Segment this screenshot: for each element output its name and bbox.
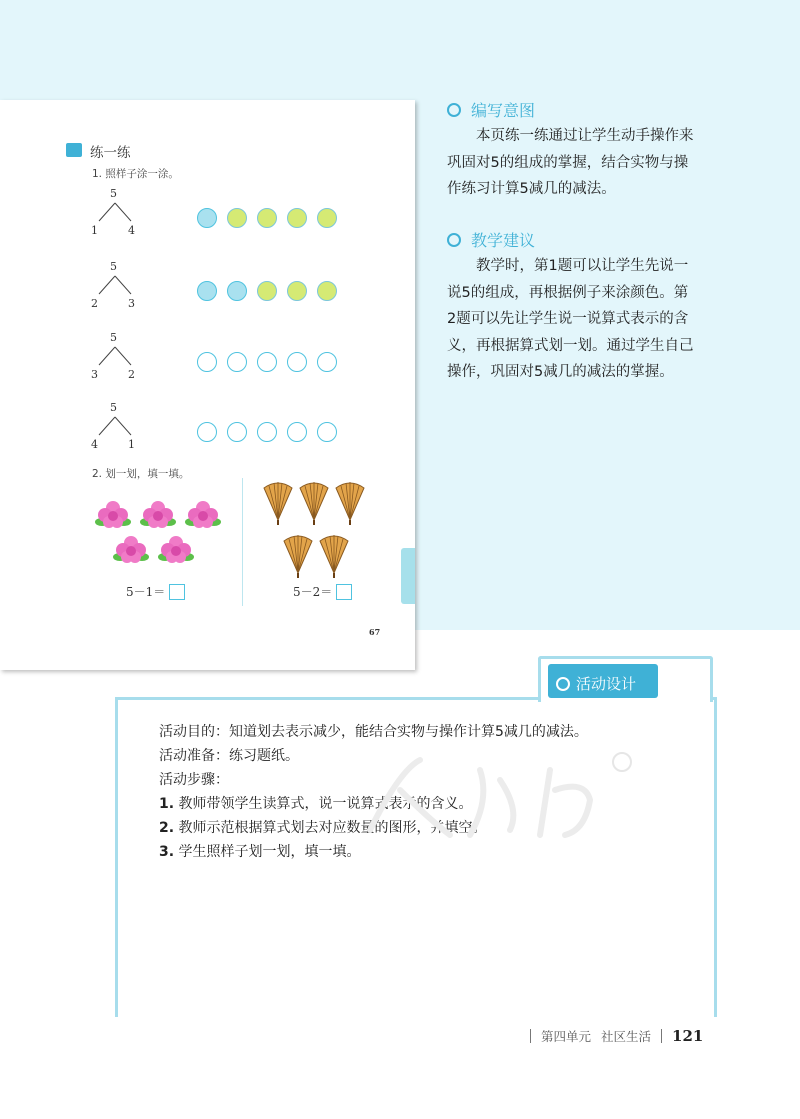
- color-circle[interactable]: [287, 422, 307, 442]
- activity-tab-label: [556, 673, 636, 694]
- step-text: 学生照样子划一划，填一填。: [178, 844, 361, 860]
- color-circle[interactable]: [287, 352, 307, 372]
- color-circle: [227, 208, 247, 228]
- color-circle[interactable]: [257, 422, 277, 442]
- intent-line: 作练习计算5减几的减法。: [447, 181, 616, 197]
- footer-divider: [661, 1029, 662, 1043]
- section-suggestions-body: [447, 253, 722, 386]
- color-circle: [317, 281, 337, 301]
- suggestion-line: 操作，巩固对5减几的减法的掌握。: [447, 364, 674, 380]
- color-circle[interactable]: [257, 352, 277, 372]
- tree-right-number: 3: [128, 297, 135, 310]
- footer-topic: 社区生活: [601, 1029, 652, 1044]
- activity-line-goal: 活动目的：知道划去表示减少，能结合实物与操作计算5减几的减法。: [159, 724, 588, 740]
- fan-icon: [262, 480, 294, 526]
- color-circle: [257, 281, 277, 301]
- exercise-title: 练一练: [90, 145, 131, 161]
- suggestion-line: 义，再根据算式划一划。通过学生自己: [447, 337, 694, 354]
- fan-icon: [298, 480, 330, 526]
- question-1-label: 1. 照样子涂一涂。: [92, 168, 179, 180]
- tree-top-number: 5: [110, 401, 117, 414]
- color-circle: [287, 208, 307, 228]
- color-circle: [197, 208, 217, 228]
- color-circle: [317, 208, 337, 228]
- question-2-label: 2. 划一划，填一填。: [92, 468, 190, 480]
- section-title-intent-text: 编写意图: [471, 101, 536, 120]
- tree-left-number: 2: [91, 297, 98, 310]
- question-2-divider: [242, 478, 243, 606]
- step-text: 教师带领学生读算式，说一说算式表示的含义。: [178, 796, 473, 812]
- intent-line: 巩固对5的组成的掌握，结合实物与操: [447, 154, 689, 171]
- ring-bullet-icon: [447, 233, 461, 247]
- tree-top-number: 5: [110, 260, 117, 273]
- section-title-suggestions-text: 教学建议: [471, 231, 536, 250]
- textbook-page: [0, 100, 415, 670]
- equation-1: [126, 583, 185, 600]
- color-circle[interactable]: [197, 422, 217, 442]
- answer-box-1[interactable]: [169, 584, 185, 600]
- textbook-page-number: 67: [369, 627, 381, 637]
- ring-bullet-icon: [447, 103, 461, 117]
- color-circle: [287, 281, 307, 301]
- answer-box-2[interactable]: [336, 584, 352, 600]
- activity-tab-text: 活动设计: [576, 675, 637, 693]
- tree-branch-lines: [95, 415, 135, 437]
- top-background-band: [0, 0, 800, 100]
- color-circle: [197, 281, 217, 301]
- flower-icon: [185, 500, 221, 532]
- intent-line: 本页练一练通过让学生动手操作来: [476, 128, 694, 144]
- exercise-marker-icon: [66, 143, 82, 157]
- equation-2-text: 5－2＝: [293, 585, 333, 599]
- tree-left-number: 3: [91, 368, 98, 381]
- page-footer: [530, 1027, 703, 1045]
- step-number: 3.: [159, 844, 175, 860]
- activity-line-prep: 活动准备：练习题纸。: [159, 748, 299, 764]
- color-circle[interactable]: [197, 352, 217, 372]
- equation-2: [293, 583, 352, 600]
- tree-branch-lines: [95, 274, 135, 296]
- page-edge-tab: [401, 548, 415, 604]
- fan-icon: [282, 533, 314, 579]
- suggestion-line: 2题可以先让学生说一说算式表示的含: [447, 311, 689, 327]
- tree-branch-lines: [95, 201, 135, 223]
- flower-icon: [113, 535, 149, 567]
- footer-page-number: 121: [672, 1027, 704, 1045]
- footer-unit: 第四单元: [541, 1029, 592, 1044]
- section-intent-body: [447, 123, 722, 203]
- tree-right-number: 2: [128, 368, 135, 381]
- tree-right-number: 1: [128, 438, 135, 451]
- color-circle: [257, 208, 277, 228]
- step-text: 教师示范根据算式划去对应数量的图形，并填空。: [178, 820, 487, 836]
- suggestion-line: 说5的组成，再根据例子来涂颜色。第: [447, 284, 689, 301]
- tree-branch-lines: [95, 345, 135, 367]
- section-title-suggestions: [447, 228, 535, 251]
- step-number: 2.: [159, 820, 175, 836]
- fan-icon: [334, 480, 366, 526]
- equation-1-text: 5－1＝: [126, 585, 166, 599]
- fan-icon: [318, 533, 350, 579]
- flower-icon: [158, 535, 194, 567]
- tree-left-number: 4: [91, 438, 98, 451]
- tree-right-number: 4: [128, 224, 135, 237]
- activity-line-steps: 活动步骤：: [159, 772, 229, 788]
- flower-icon: [140, 500, 176, 532]
- publisher-watermark: [340, 740, 640, 860]
- flower-icon: [95, 500, 131, 532]
- color-circle[interactable]: [317, 352, 337, 372]
- tree-left-number: 1: [91, 224, 98, 237]
- color-circle[interactable]: [317, 422, 337, 442]
- step-number: 1.: [159, 796, 175, 812]
- color-circle[interactable]: [227, 352, 247, 372]
- suggestion-line: 教学时，第1题可以让学生先说一: [476, 258, 689, 274]
- footer-divider: [530, 1029, 531, 1043]
- section-title-intent: [447, 98, 535, 121]
- color-circle[interactable]: [227, 422, 247, 442]
- tree-top-number: 5: [110, 187, 117, 200]
- color-circle: [227, 281, 247, 301]
- tree-top-number: 5: [110, 331, 117, 344]
- ring-bullet-icon: [556, 677, 570, 691]
